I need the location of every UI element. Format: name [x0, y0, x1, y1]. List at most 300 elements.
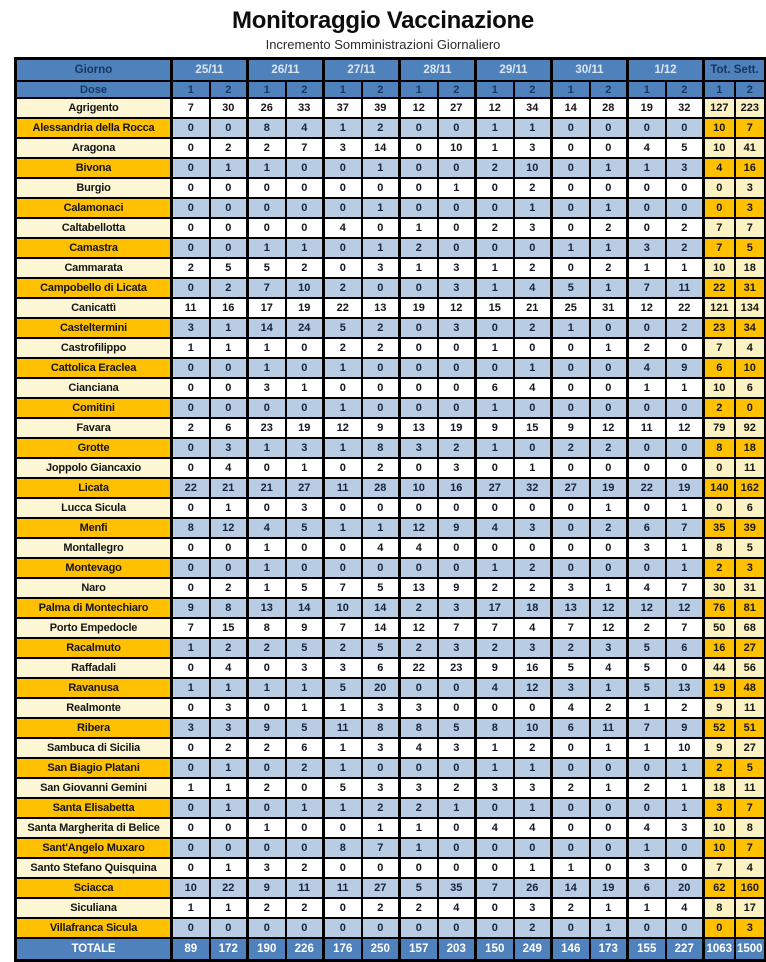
total-week-total-cell: 1063 — [704, 938, 735, 961]
dose-value-cell: 0 — [172, 798, 210, 818]
week-total-cell: 7 — [704, 218, 735, 238]
dose-value-cell: 0 — [400, 118, 438, 138]
dose-value-cell: 0 — [552, 178, 590, 198]
municipality-name: Cammarata — [16, 258, 172, 278]
dose-value-cell: 10 — [438, 138, 476, 158]
table-body — [16, 98, 766, 961]
dose-value-cell: 0 — [172, 738, 210, 758]
dose-value-cell: 2 — [476, 638, 514, 658]
dose-value-cell: 3 — [210, 698, 248, 718]
dose-value-cell: 3 — [438, 458, 476, 478]
dose-2-header: 2 — [286, 81, 324, 98]
dose-value-cell: 0 — [400, 278, 438, 298]
week-total-cell: 27 — [735, 738, 766, 758]
dose-value-cell: 2 — [400, 898, 438, 918]
dose-value-cell: 3 — [286, 658, 324, 678]
dose-value-cell: 1 — [552, 318, 590, 338]
dose-value-cell: 0 — [628, 498, 666, 518]
dose-value-cell: 1 — [210, 678, 248, 698]
municipality-name: Licata — [16, 478, 172, 498]
week-total-cell: 76 — [704, 598, 735, 618]
dose-value-cell: 21 — [248, 478, 286, 498]
week-total-cell: 160 — [735, 878, 766, 898]
dose-value-cell: 27 — [552, 478, 590, 498]
dose-value-cell: 0 — [172, 838, 210, 858]
dose-value-cell: 0 — [400, 338, 438, 358]
dose-value-cell: 5 — [628, 678, 666, 698]
week-total-cell: 121 — [704, 298, 735, 318]
dose-value-cell: 3 — [438, 738, 476, 758]
dose-value-cell: 1 — [210, 318, 248, 338]
dose-value-cell: 0 — [438, 558, 476, 578]
dose-value-cell: 3 — [324, 138, 362, 158]
dose-value-cell: 0 — [476, 458, 514, 478]
dose-value-cell: 1 — [590, 778, 628, 798]
dose-value-cell: 0 — [286, 818, 324, 838]
municipality-row — [16, 198, 766, 218]
dose-value-cell: 4 — [248, 518, 286, 538]
dose-value-cell: 0 — [324, 458, 362, 478]
dose-value-cell: 2 — [324, 278, 362, 298]
municipality-name: Cianciana — [16, 378, 172, 398]
municipality-name: Grotte — [16, 438, 172, 458]
dose-value-cell: 0 — [552, 378, 590, 398]
dose-value-cell: 0 — [172, 858, 210, 878]
dose-value-cell: 3 — [362, 698, 400, 718]
dose-value-cell: 0 — [362, 178, 400, 198]
dose-value-cell: 5 — [628, 658, 666, 678]
header-dose-row — [16, 81, 766, 98]
municipality-row — [16, 658, 766, 678]
dose-value-cell: 5 — [324, 778, 362, 798]
dose-value-cell: 0 — [590, 538, 628, 558]
municipality-name: Porto Empedocle — [16, 618, 172, 638]
municipality-row — [16, 478, 766, 498]
dose-value-cell: 0 — [172, 818, 210, 838]
dose-value-cell: 2 — [400, 598, 438, 618]
week-total-cell: 19 — [704, 678, 735, 698]
municipality-name: Ribera — [16, 718, 172, 738]
dose-value-cell: 7 — [324, 618, 362, 638]
dose-value-cell: 3 — [514, 218, 552, 238]
dose-value-cell: 9 — [286, 618, 324, 638]
dose-value-cell: 6 — [552, 718, 590, 738]
dose-value-cell: 2 — [476, 578, 514, 598]
week-total-cell: 18 — [704, 778, 735, 798]
municipality-row — [16, 798, 766, 818]
dose-value-cell: 0 — [172, 378, 210, 398]
dose-1-header: 1 — [400, 81, 438, 98]
dose-value-cell: 1 — [172, 678, 210, 698]
dose-value-cell: 2 — [438, 778, 476, 798]
week-total-cell: 51 — [735, 718, 766, 738]
dose-value-cell: 19 — [628, 98, 666, 118]
total-dose-value-cell: 146 — [552, 938, 590, 961]
dose-value-cell: 7 — [286, 138, 324, 158]
dose-value-cell: 0 — [476, 238, 514, 258]
dose-value-cell: 0 — [514, 238, 552, 258]
dose-value-cell: 0 — [172, 438, 210, 458]
dose-value-cell: 12 — [590, 598, 628, 618]
dose-value-cell: 4 — [476, 818, 514, 838]
dose-value-cell: 0 — [552, 158, 590, 178]
week-total-cell: 134 — [735, 298, 766, 318]
dose-value-cell: 0 — [438, 538, 476, 558]
dose-value-cell: 0 — [362, 378, 400, 398]
dose-value-cell: 0 — [172, 358, 210, 378]
week-total-cell: 62 — [704, 878, 735, 898]
week-total-cell: 7 — [735, 118, 766, 138]
date-header: 26/11 — [248, 59, 324, 82]
dose-value-cell: 8 — [248, 618, 286, 638]
dose-value-cell: 0 — [210, 538, 248, 558]
dose-value-cell: 1 — [172, 898, 210, 918]
dose-value-cell: 0 — [476, 838, 514, 858]
week-total-cell: 7 — [735, 218, 766, 238]
dose-value-cell: 2 — [286, 758, 324, 778]
dose-value-cell: 0 — [286, 218, 324, 238]
municipality-row — [16, 118, 766, 138]
dose-value-cell: 3 — [514, 778, 552, 798]
dose-value-cell: 1 — [476, 398, 514, 418]
dose-value-cell: 5 — [438, 718, 476, 738]
dose-value-cell: 39 — [362, 98, 400, 118]
dose-value-cell: 1 — [590, 278, 628, 298]
week-total-cell: 0 — [735, 398, 766, 418]
dose-value-cell: 0 — [514, 398, 552, 418]
total-dose-value-cell: 176 — [324, 938, 362, 961]
dose-value-cell: 1 — [248, 358, 286, 378]
dose-value-cell: 0 — [552, 198, 590, 218]
total-dose-value-cell: 155 — [628, 938, 666, 961]
dose-value-cell: 1 — [248, 818, 286, 838]
dose-1-header: 1 — [476, 81, 514, 98]
dose-value-cell: 1 — [666, 778, 704, 798]
dose-value-cell: 22 — [666, 298, 704, 318]
municipality-row — [16, 378, 766, 398]
dose-value-cell: 1 — [172, 778, 210, 798]
dose-value-cell: 0 — [476, 698, 514, 718]
dose-value-cell: 12 — [400, 98, 438, 118]
dose-value-cell: 0 — [552, 398, 590, 418]
dose-value-cell: 0 — [172, 278, 210, 298]
dose-value-cell: 0 — [324, 258, 362, 278]
week-total-cell: 18 — [735, 438, 766, 458]
dose-value-cell: 3 — [514, 518, 552, 538]
total-row — [16, 938, 766, 961]
dose-value-cell: 2 — [248, 138, 286, 158]
dose-value-cell: 1 — [438, 798, 476, 818]
dose-value-cell: 2 — [514, 258, 552, 278]
dose-value-cell: 3 — [628, 238, 666, 258]
municipality-name: Agrigento — [16, 98, 172, 118]
dose-value-cell: 6 — [628, 518, 666, 538]
dose-value-cell: 1 — [590, 498, 628, 518]
dose-value-cell: 0 — [590, 838, 628, 858]
dose-value-cell: 0 — [628, 398, 666, 418]
dose-value-cell: 1 — [628, 258, 666, 278]
dose-value-cell: 33 — [286, 98, 324, 118]
dose-value-cell: 22 — [324, 298, 362, 318]
dose-value-cell: 12 — [476, 98, 514, 118]
dose-value-cell: 1 — [666, 538, 704, 558]
dose-value-cell: 3 — [400, 698, 438, 718]
dose-value-cell: 13 — [552, 598, 590, 618]
dose-value-cell: 0 — [210, 238, 248, 258]
dose-value-cell: 1 — [324, 398, 362, 418]
dose-value-cell: 2 — [210, 138, 248, 158]
dose-value-cell: 1 — [590, 578, 628, 598]
dose-value-cell: 0 — [628, 118, 666, 138]
dose-value-cell: 0 — [210, 838, 248, 858]
dose-value-cell: 4 — [438, 898, 476, 918]
week-total-cell: 11 — [735, 458, 766, 478]
dose-value-cell: 0 — [248, 698, 286, 718]
municipality-row — [16, 898, 766, 918]
dose-value-cell: 16 — [438, 478, 476, 498]
week-total-cell: 31 — [735, 578, 766, 598]
dose-value-cell: 0 — [400, 178, 438, 198]
dose-value-cell: 22 — [210, 878, 248, 898]
dose-value-cell: 2 — [552, 638, 590, 658]
municipality-name: Santo Stefano Quisquina — [16, 858, 172, 878]
dose-value-cell: 3 — [514, 138, 552, 158]
dose-value-cell: 0 — [476, 198, 514, 218]
dose-value-cell: 0 — [400, 378, 438, 398]
dose-value-cell: 0 — [438, 198, 476, 218]
dose-value-cell: 0 — [552, 838, 590, 858]
dose-value-cell: 5 — [362, 638, 400, 658]
dose-value-cell: 0 — [590, 858, 628, 878]
dose-value-cell: 0 — [400, 858, 438, 878]
dose-value-cell: 0 — [400, 318, 438, 338]
dose-value-cell: 1 — [324, 738, 362, 758]
dose-value-cell: 8 — [362, 438, 400, 458]
dose-value-cell: 8 — [476, 718, 514, 738]
dose-value-cell: 7 — [666, 618, 704, 638]
dose-value-cell: 0 — [362, 398, 400, 418]
dose-value-cell: 3 — [172, 318, 210, 338]
dose-value-cell: 1 — [248, 538, 286, 558]
date-header: 25/11 — [172, 59, 248, 82]
week-total-cell: 6 — [735, 378, 766, 398]
dose-value-cell: 0 — [248, 758, 286, 778]
dose-value-cell: 4 — [628, 578, 666, 598]
dose-value-cell: 0 — [514, 698, 552, 718]
dose-value-cell: 4 — [514, 618, 552, 638]
dose-value-cell: 8 — [210, 598, 248, 618]
dose-value-cell: 10 — [172, 878, 210, 898]
dose-value-cell: 6 — [476, 378, 514, 398]
dose-value-cell: 0 — [666, 858, 704, 878]
dose-value-cell: 1 — [172, 638, 210, 658]
dose-value-cell: 0 — [666, 838, 704, 858]
dose-value-cell: 3 — [590, 638, 628, 658]
dose-value-cell: 3 — [438, 258, 476, 278]
dose-value-cell: 0 — [400, 678, 438, 698]
dose-value-cell: 0 — [172, 758, 210, 778]
dose-value-cell: 1 — [248, 338, 286, 358]
dose-value-cell: 0 — [172, 458, 210, 478]
dose-value-cell: 1 — [438, 178, 476, 198]
dose-value-cell: 0 — [666, 118, 704, 138]
week-total-cell: 7 — [704, 858, 735, 878]
week-total-cell: 68 — [735, 618, 766, 638]
dose-value-cell: 1 — [248, 158, 286, 178]
week-total-cell: 8 — [735, 818, 766, 838]
dose-value-cell: 0 — [248, 838, 286, 858]
dose-value-cell: 1 — [476, 438, 514, 458]
municipality-row — [16, 918, 766, 938]
dose-value-cell: 7 — [172, 618, 210, 638]
total-dose-value-cell: 89 — [172, 938, 210, 961]
dose-value-cell: 7 — [324, 578, 362, 598]
dose-value-cell: 0 — [438, 678, 476, 698]
dose-1-header: 1 — [248, 81, 286, 98]
dose-value-cell: 1 — [362, 818, 400, 838]
week-total-cell: 10 — [704, 818, 735, 838]
municipality-name: San Biagio Platani — [16, 758, 172, 778]
week-total-cell: 27 — [735, 638, 766, 658]
dose-value-cell: 1 — [628, 698, 666, 718]
dose-value-cell: 25 — [552, 298, 590, 318]
dose-value-cell: 0 — [552, 538, 590, 558]
dose-value-cell: 0 — [286, 198, 324, 218]
municipality-name: San Giovanni Gemini — [16, 778, 172, 798]
dose-value-cell: 0 — [210, 178, 248, 198]
dose-value-cell: 0 — [628, 438, 666, 458]
dose-value-cell: 19 — [590, 478, 628, 498]
municipality-row — [16, 238, 766, 258]
dose-value-cell: 1 — [400, 218, 438, 238]
week-total-cell: 48 — [735, 678, 766, 698]
dose-value-cell: 2 — [590, 258, 628, 278]
dose-value-cell: 0 — [476, 318, 514, 338]
dose-value-cell: 2 — [362, 458, 400, 478]
municipality-name: Ravanusa — [16, 678, 172, 698]
dose-value-cell: 3 — [438, 638, 476, 658]
total-dose-value-cell: 249 — [514, 938, 552, 961]
dose-value-cell: 0 — [210, 198, 248, 218]
dose-value-cell: 0 — [666, 338, 704, 358]
dose-value-cell: 5 — [286, 638, 324, 658]
dose-value-cell: 1 — [476, 558, 514, 578]
municipality-row — [16, 278, 766, 298]
dose-value-cell: 0 — [324, 178, 362, 198]
dose-value-cell: 0 — [666, 918, 704, 938]
dose-value-cell: 9 — [438, 518, 476, 538]
dose-value-cell: 1 — [362, 518, 400, 538]
dose-value-cell: 0 — [286, 338, 324, 358]
dose-value-cell: 0 — [172, 578, 210, 598]
dose-1-header: 1 — [704, 81, 735, 98]
dose-value-cell: 11 — [172, 298, 210, 318]
dose-value-cell: 2 — [324, 338, 362, 358]
dose-value-cell: 1 — [362, 198, 400, 218]
dose-value-cell: 0 — [552, 458, 590, 478]
week-total-cell: 79 — [704, 418, 735, 438]
dose-value-cell: 5 — [552, 658, 590, 678]
dose-1-header: 1 — [324, 81, 362, 98]
dose-value-cell: 3 — [210, 438, 248, 458]
dose-value-cell: 0 — [400, 158, 438, 178]
municipality-row — [16, 638, 766, 658]
dose-value-cell: 0 — [324, 918, 362, 938]
dose-value-cell: 9 — [248, 878, 286, 898]
dose-value-cell: 0 — [324, 498, 362, 518]
dose-value-cell: 13 — [400, 418, 438, 438]
dose-value-cell: 4 — [590, 658, 628, 678]
table-header — [16, 59, 766, 99]
dose-value-cell: 0 — [590, 318, 628, 338]
dose-value-cell: 0 — [324, 898, 362, 918]
municipality-row — [16, 498, 766, 518]
dose-value-cell: 0 — [552, 518, 590, 538]
dose-header-label: Dose — [16, 81, 172, 98]
municipality-name: Montallegro — [16, 538, 172, 558]
dose-2-header: 2 — [735, 81, 766, 98]
week-total-cell: 39 — [735, 518, 766, 538]
dose-value-cell: 4 — [514, 278, 552, 298]
municipality-name: Comitini — [16, 398, 172, 418]
week-total-cell: 9 — [704, 738, 735, 758]
vaccination-table — [14, 57, 766, 962]
week-total-cell: 10 — [704, 258, 735, 278]
dose-value-cell: 13 — [248, 598, 286, 618]
dose-value-cell: 0 — [400, 458, 438, 478]
dose-value-cell: 1 — [628, 158, 666, 178]
dose-value-cell: 14 — [362, 138, 400, 158]
dose-value-cell: 8 — [400, 718, 438, 738]
dose-value-cell: 16 — [514, 658, 552, 678]
dose-value-cell: 4 — [476, 678, 514, 698]
municipality-row — [16, 318, 766, 338]
dose-value-cell: 0 — [210, 118, 248, 138]
dose-value-cell: 7 — [248, 278, 286, 298]
dose-value-cell: 0 — [666, 458, 704, 478]
municipality-name: Santa Elisabetta — [16, 798, 172, 818]
dose-value-cell: 0 — [552, 758, 590, 778]
week-total-cell: 17 — [735, 898, 766, 918]
week-total-cell: 52 — [704, 718, 735, 738]
dose-value-cell: 0 — [476, 898, 514, 918]
dose-value-cell: 3 — [438, 278, 476, 298]
dose-value-cell: 2 — [628, 778, 666, 798]
municipality-row — [16, 678, 766, 698]
dose-value-cell: 0 — [552, 918, 590, 938]
week-total-cell: 2 — [704, 758, 735, 778]
dose-value-cell: 0 — [324, 558, 362, 578]
dose-value-cell: 12 — [400, 518, 438, 538]
dose-value-cell: 0 — [172, 558, 210, 578]
dose-value-cell: 0 — [172, 138, 210, 158]
date-header: 27/11 — [324, 59, 400, 82]
dose-value-cell: 0 — [324, 378, 362, 398]
dose-value-cell: 5 — [286, 578, 324, 598]
dose-value-cell: 12 — [666, 418, 704, 438]
dose-value-cell: 1 — [210, 778, 248, 798]
dose-value-cell: 6 — [362, 658, 400, 678]
dose-value-cell: 1 — [666, 258, 704, 278]
dose-value-cell: 0 — [324, 858, 362, 878]
dose-value-cell: 0 — [286, 178, 324, 198]
dose-value-cell: 19 — [400, 298, 438, 318]
dose-value-cell: 1 — [514, 358, 552, 378]
dose-value-cell: 19 — [286, 298, 324, 318]
dose-value-cell: 12 — [590, 418, 628, 438]
week-total-cell: 81 — [735, 598, 766, 618]
municipality-name: Raffadali — [16, 658, 172, 678]
